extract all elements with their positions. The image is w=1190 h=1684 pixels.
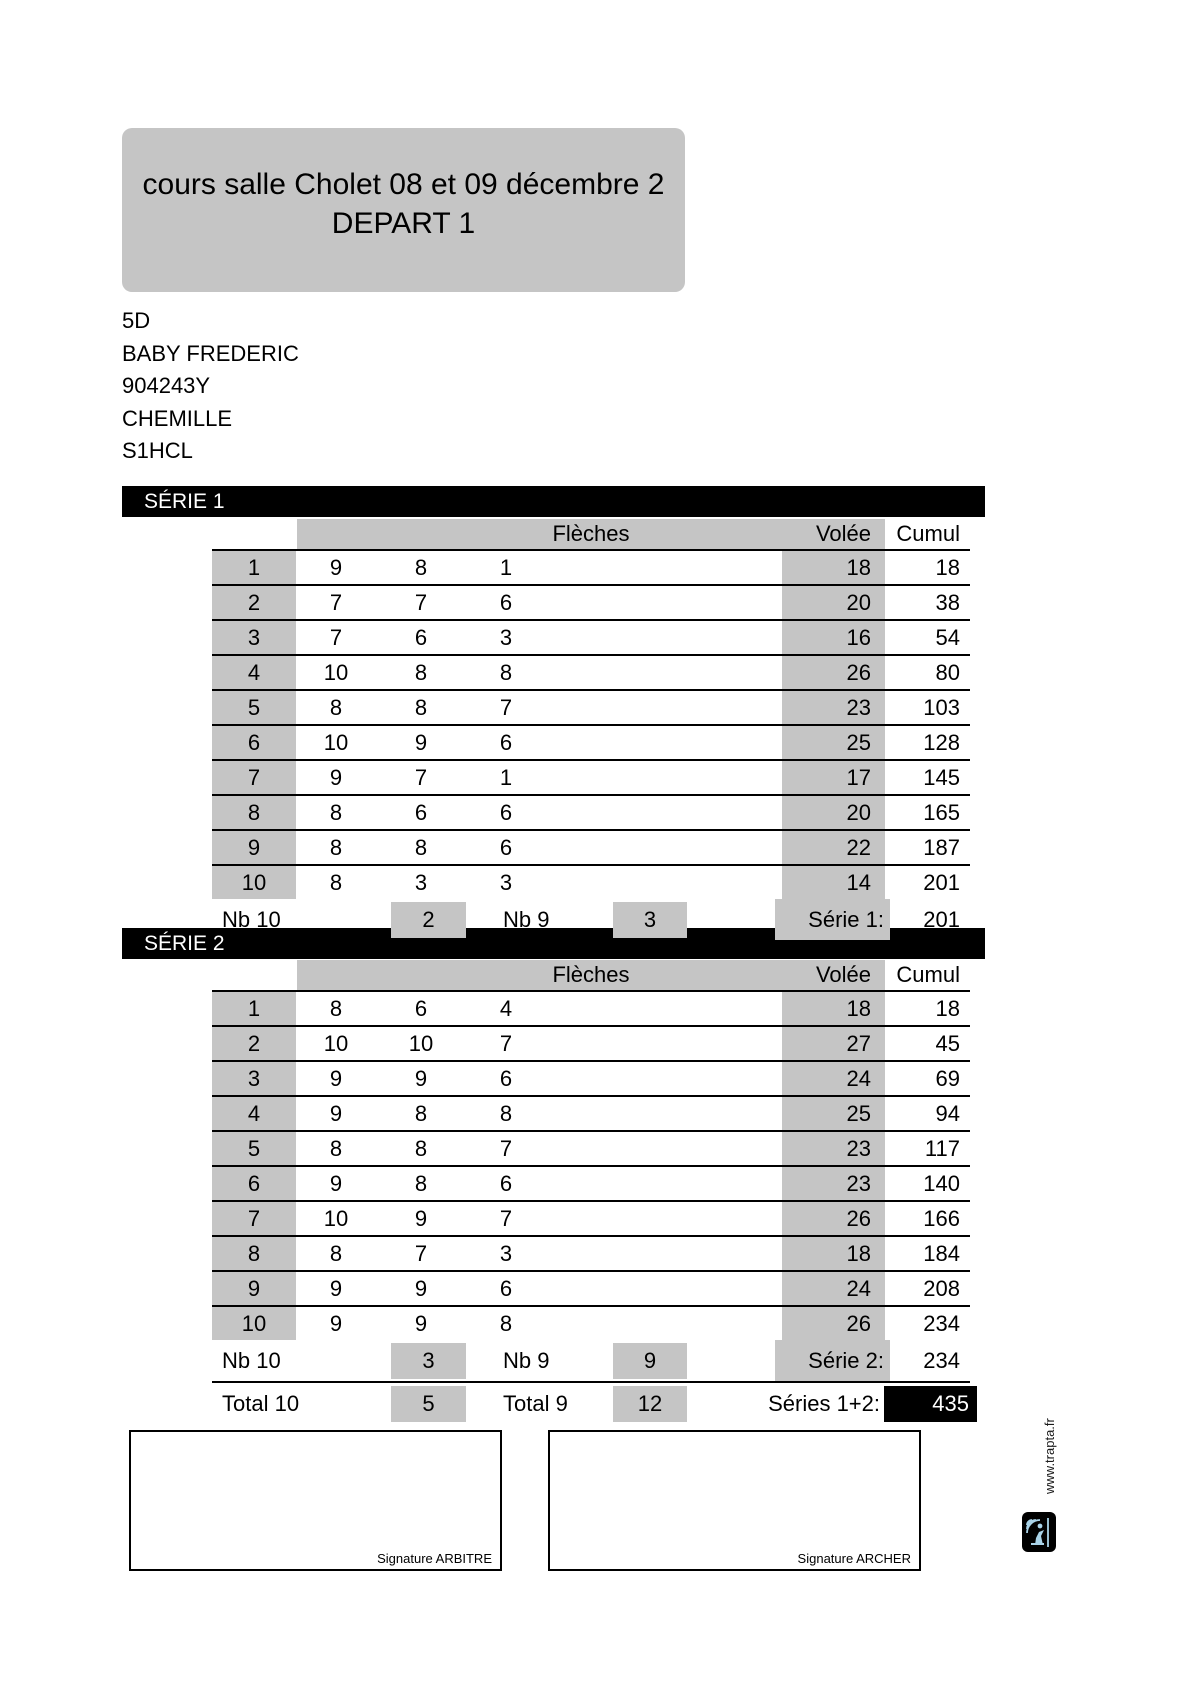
arrow-1-score: 9	[329, 1170, 343, 1196]
cumul-value: 18	[935, 995, 960, 1021]
arrow-3-score: 3	[499, 869, 513, 895]
arrow-3-score: 4	[499, 995, 513, 1021]
arrow-3-score: 8	[499, 1310, 513, 1336]
table-row	[212, 726, 970, 761]
arrow-2-score: 8	[414, 694, 428, 720]
end-number: 5	[212, 1132, 296, 1165]
end-number: 8	[212, 1237, 296, 1270]
fleches-header: Flèches	[552, 962, 630, 987]
end-number: 1	[212, 551, 296, 584]
archer-licence: 904243Y	[122, 373, 211, 398]
arrow-2-score: 7	[414, 764, 428, 790]
arrow-3-score: 7	[499, 1135, 513, 1161]
volee-total: 17	[782, 761, 885, 794]
arrow-1-score: 8	[329, 995, 343, 1021]
arrow-1-score: 7	[329, 624, 343, 650]
arrow-3-score: 6	[499, 729, 513, 755]
arrow-3-score: 7	[499, 1205, 513, 1231]
arrow-1-score: 9	[329, 1275, 343, 1301]
depart-title: DEPART 1	[331, 207, 476, 240]
arrow-1-score: 10	[323, 659, 349, 685]
arrow-3-score: 6	[499, 589, 513, 615]
nb9-value: 9	[613, 1343, 687, 1379]
table-row	[212, 1132, 970, 1167]
series-sum-value: 435	[884, 1386, 977, 1422]
table-row	[212, 621, 970, 656]
archer-category: S1HCL	[122, 438, 193, 463]
table-row	[212, 691, 970, 726]
arrow-1-score: 8	[329, 1135, 343, 1161]
serie-1-bar-label: SÉRIE 1	[144, 489, 225, 513]
arrow-2-score: 7	[414, 589, 428, 615]
cumul-value: 18	[935, 554, 960, 580]
series-sum-label: Séries 1+2:	[768, 1390, 880, 1416]
end-number: 3	[212, 1062, 296, 1095]
table-row	[212, 1237, 970, 1272]
end-number: 4	[212, 656, 296, 689]
table-row	[212, 551, 970, 586]
table-row	[212, 1062, 970, 1097]
arrow-2-score: 8	[414, 1170, 428, 1196]
end-number: 7	[212, 761, 296, 794]
serie-total-value: 234	[923, 1347, 960, 1373]
archer-info	[122, 305, 299, 468]
volee-header: Volée	[815, 521, 871, 546]
nb9-label: Nb 9	[503, 906, 550, 932]
nb10-value: 3	[391, 1343, 466, 1379]
cumul-value: 45	[935, 1030, 960, 1056]
trapta-archer-logo-icon	[1022, 1512, 1056, 1557]
volee-total: 18	[782, 1237, 885, 1270]
fleches-header: Flèches	[552, 521, 630, 546]
end-number: 5	[212, 691, 296, 724]
arrow-1-score: 8	[329, 834, 343, 860]
table-row	[212, 992, 970, 1027]
cumul-value: 145	[923, 764, 960, 790]
archer-target: 5D	[122, 308, 151, 333]
arrow-1-score: 8	[329, 694, 343, 720]
end-number: 9	[212, 831, 296, 864]
volee-total: 23	[782, 1132, 885, 1165]
volee-total: 27	[782, 1027, 885, 1060]
arrow-2-score: 10	[408, 1030, 434, 1056]
arrow-2-score: 6	[414, 799, 428, 825]
archer-signature-label: Signature ARCHER	[797, 1551, 911, 1566]
nb-footer-row	[212, 899, 970, 940]
archer-name: BABY FREDERIC	[122, 340, 299, 366]
volee-total: 14	[782, 866, 885, 899]
nb9-value: 3	[613, 902, 687, 938]
end-number: 6	[212, 726, 296, 759]
table-row	[212, 796, 970, 831]
table-row	[212, 1272, 970, 1307]
nb9-label: Nb 9	[503, 1347, 550, 1373]
title-box	[122, 128, 685, 292]
arrow-3-score: 8	[499, 1100, 513, 1126]
nb-footer-row	[212, 1340, 970, 1381]
volee-header: Volée	[815, 962, 871, 987]
arrow-2-score: 8	[414, 1135, 428, 1161]
serie-total-value: 201	[923, 906, 960, 932]
arrow-1-score: 10	[323, 729, 349, 755]
arrow-3-score: 6	[499, 1170, 513, 1196]
volee-total: 25	[782, 726, 885, 759]
total9-value: 12	[613, 1386, 687, 1422]
cumul-value: 117	[924, 1135, 960, 1161]
volee-total: 24	[782, 1272, 885, 1305]
referee-signature-box	[129, 1430, 502, 1571]
end-number: 9	[212, 1272, 296, 1305]
arrow-2-score: 6	[414, 995, 428, 1021]
end-number: 8	[212, 796, 296, 829]
table-row	[212, 586, 970, 621]
arrow-2-score: 9	[414, 1205, 428, 1231]
arrow-2-score: 9	[414, 1065, 428, 1091]
arrow-2-score: 8	[414, 834, 428, 860]
trapta-website-text: www.trapta.fr	[1042, 1418, 1057, 1494]
grand-total-row	[212, 1381, 970, 1424]
table-row	[212, 761, 970, 796]
cumul-header: Cumul	[896, 521, 960, 546]
table-row	[212, 866, 970, 899]
end-number: 10	[212, 1307, 296, 1340]
arrow-3-score: 1	[499, 764, 513, 790]
cumul-value: 165	[923, 799, 960, 825]
volee-total: 16	[782, 621, 885, 654]
arrow-2-score: 8	[414, 554, 428, 580]
competition-title: cours salle Cholet 08 et 09 décembre 2	[142, 168, 665, 201]
total10-label: Total 10	[222, 1390, 300, 1416]
cumul-value: 166	[923, 1205, 960, 1231]
volee-total: 26	[782, 1202, 885, 1235]
end-number: 2	[212, 586, 296, 619]
arrow-2-score: 8	[414, 659, 428, 685]
volee-total: 20	[782, 586, 885, 619]
total9-label: Total 9	[503, 1390, 568, 1416]
volee-total: 23	[782, 691, 885, 724]
nb10-label: Nb 10	[222, 906, 281, 932]
end-number: 3	[212, 621, 296, 654]
arrow-3-score: 6	[499, 1065, 513, 1091]
arrow-1-score: 9	[329, 1065, 343, 1091]
arrow-3-score: 1	[499, 554, 513, 580]
end-number: 2	[212, 1027, 296, 1060]
arrow-3-score: 3	[499, 624, 513, 650]
volee-total: 18	[782, 551, 885, 584]
table-row	[212, 1167, 970, 1202]
arrow-2-score: 3	[414, 869, 428, 895]
cumul-header: Cumul	[896, 962, 960, 987]
serie-total-label: Série 2:	[775, 1340, 890, 1381]
arrow-1-score: 7	[329, 589, 343, 615]
arrow-1-score: 8	[329, 1240, 343, 1266]
archer-club: CHEMILLE	[122, 405, 233, 431]
cumul-value: 184	[923, 1240, 960, 1266]
end-number: 6	[212, 1167, 296, 1200]
total10-value: 5	[391, 1386, 466, 1422]
cumul-value: 140	[923, 1170, 960, 1196]
table-row	[212, 656, 970, 691]
volee-total: 26	[782, 1307, 885, 1340]
arrow-2-score: 9	[414, 1310, 428, 1336]
nb10-label: Nb 10	[222, 1347, 281, 1373]
table-row	[212, 831, 970, 866]
volee-total: 24	[782, 1062, 885, 1095]
arrow-1-score: 9	[329, 1100, 343, 1126]
arrow-1-score: 9	[329, 1310, 343, 1336]
cumul-value: 208	[923, 1275, 960, 1301]
arrow-1-score: 8	[329, 799, 343, 825]
cumul-value: 69	[935, 1065, 960, 1091]
serie-1-bar	[122, 486, 985, 517]
arrow-3-score: 7	[499, 694, 513, 720]
end-number: 1	[212, 992, 296, 1025]
arrow-1-score: 10	[323, 1030, 349, 1056]
cumul-value: 234	[923, 1310, 960, 1336]
table-header-row	[212, 519, 970, 551]
volee-total: 25	[782, 1097, 885, 1130]
table-row	[212, 1097, 970, 1132]
cumul-value: 128	[923, 729, 960, 755]
volee-total: 23	[782, 1167, 885, 1200]
arrow-3-score: 6	[499, 799, 513, 825]
serie-2-table	[212, 960, 970, 1424]
cumul-value: 54	[935, 624, 960, 650]
serie-2-bar-label: SÉRIE 2	[144, 931, 225, 955]
arrow-3-score: 7	[499, 1030, 513, 1056]
serie-1-table	[212, 519, 970, 940]
arrow-2-score: 7	[414, 1240, 428, 1266]
cumul-value: 201	[923, 869, 960, 895]
arrow-1-score: 8	[329, 869, 343, 895]
volee-total: 22	[782, 831, 885, 864]
arrow-1-score: 9	[329, 764, 343, 790]
arrow-1-score: 10	[323, 1205, 349, 1231]
arrow-3-score: 6	[499, 1275, 513, 1301]
arrow-2-score: 9	[414, 1275, 428, 1301]
arrow-3-score: 6	[499, 834, 513, 860]
cumul-value: 94	[935, 1100, 960, 1126]
arrow-2-score: 8	[414, 1100, 428, 1126]
cumul-value: 38	[935, 589, 960, 615]
table-row	[212, 1027, 970, 1062]
archer-signature-box	[548, 1430, 921, 1571]
cumul-value: 103	[923, 694, 960, 720]
table-header-row	[212, 960, 970, 992]
cumul-value: 187	[923, 834, 960, 860]
cumul-value: 80	[935, 659, 960, 685]
table-row	[212, 1307, 970, 1340]
arrow-3-score: 3	[499, 1240, 513, 1266]
referee-signature-label: Signature ARBITRE	[377, 1551, 492, 1566]
volee-total: 18	[782, 992, 885, 1025]
table-row	[212, 1202, 970, 1237]
end-number: 4	[212, 1097, 296, 1130]
arrow-2-score: 6	[414, 624, 428, 650]
arrow-3-score: 8	[499, 659, 513, 685]
volee-total: 26	[782, 656, 885, 689]
end-number: 7	[212, 1202, 296, 1235]
end-number: 10	[212, 866, 296, 899]
arrow-2-score: 9	[414, 729, 428, 755]
arrow-1-score: 9	[329, 554, 343, 580]
serie-total-label: Série 1:	[775, 899, 890, 940]
volee-total: 20	[782, 796, 885, 829]
nb10-value: 2	[391, 902, 466, 938]
